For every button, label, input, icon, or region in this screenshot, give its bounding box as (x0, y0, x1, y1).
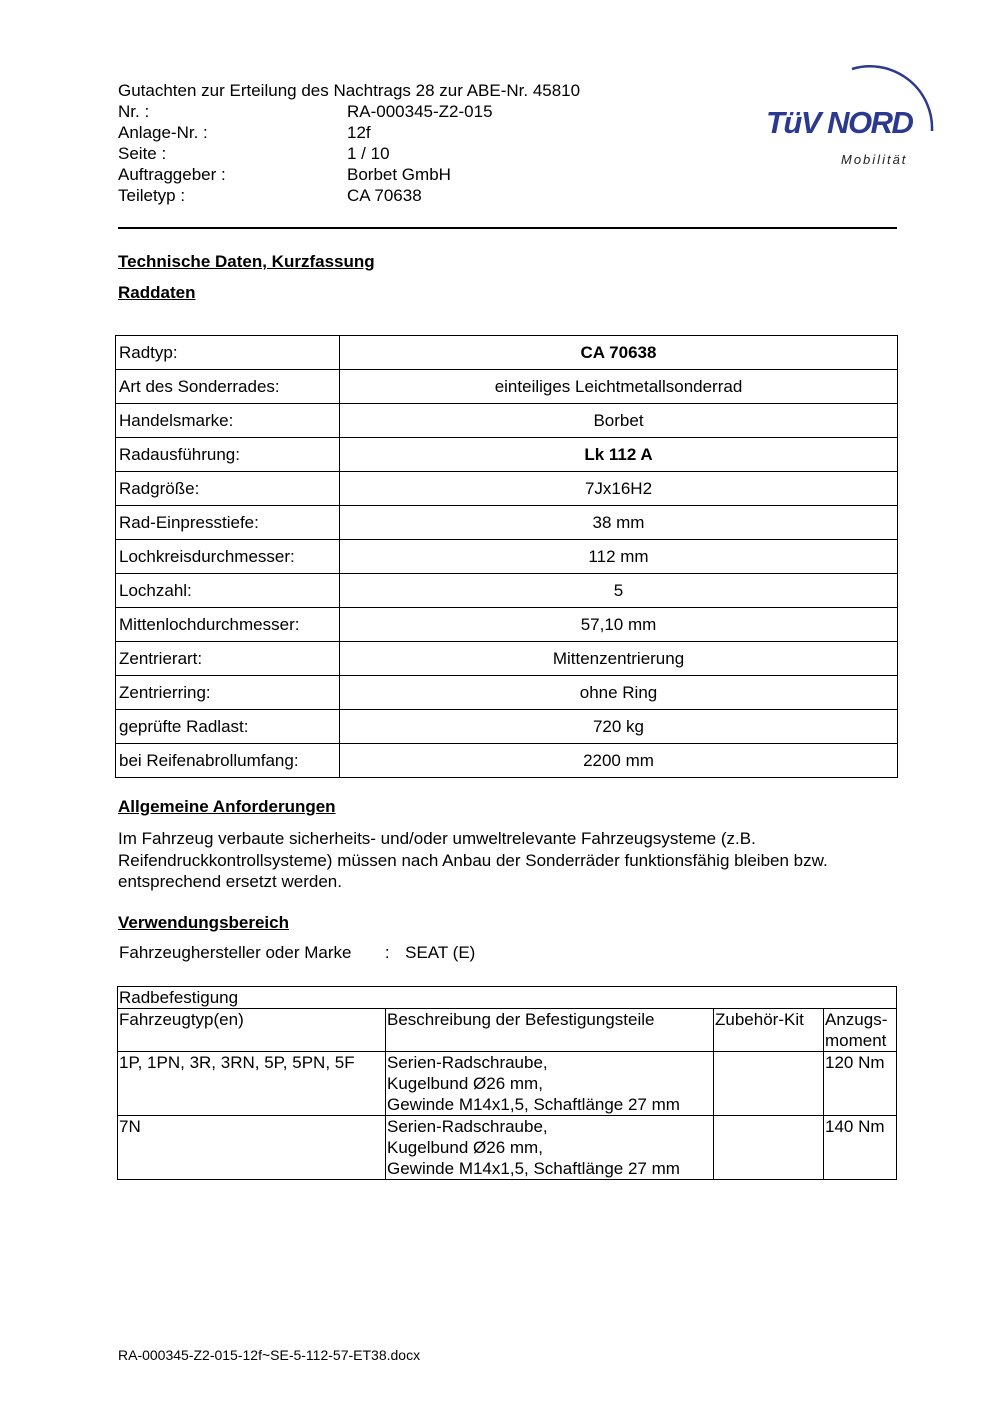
wheel-data-value: Borbet (340, 404, 898, 438)
wheel-data-row (116, 336, 898, 370)
wheel-data-label: Handelsmarke: (116, 404, 340, 438)
wheel-data-label: Zentrierring: (116, 676, 340, 710)
wheel-data-label: Lochkreisdurchmesser: (116, 540, 340, 574)
header-label: Seite : (118, 144, 167, 163)
tuev-nord-logo (760, 55, 950, 175)
logo-subtitle: Mobilität (841, 152, 908, 167)
fixing-header-row (118, 1009, 897, 1052)
header-value: 12f (347, 123, 371, 142)
wheel-data-row (116, 472, 898, 506)
fixing-torque: 140 Nm (824, 1116, 897, 1180)
wheel-data-value: Lk 112 A (340, 438, 898, 472)
usage-row (119, 943, 475, 963)
fixing-accessory-kit (714, 1116, 824, 1180)
wheel-data-label: geprüfte Radlast: (116, 710, 340, 744)
wheel-data-value: 2200 mm (340, 744, 898, 778)
wheel-data-value: 38 mm (340, 506, 898, 540)
wheel-data-value: 7Jx16H2 (340, 472, 898, 506)
usage-value: SEAT (E) (405, 943, 476, 962)
header-accessory-kit: Zubehör-Kit (714, 1009, 824, 1052)
wheel-data-label: Radausführung: (116, 438, 340, 472)
wheel-data-table (115, 335, 898, 778)
fixing-description-line: Serien-Radschraube, (387, 1117, 548, 1136)
general-requirements-text: Im Fahrzeug verbaute sicherheits- und/oder umweltrelevante Fahrzeugsysteme (z.B. Reifendruckkontrollsysteme) müssen nach Anbau der Sonderräder funktionsfähig bleiben bzw. entsprechend ersetzt werden. (118, 829, 828, 891)
header-label: Teiletyp : (118, 186, 186, 205)
header-torque-line: moment (825, 1031, 887, 1050)
header-row-teiletyp (0, 185, 700, 206)
header-row-anlage (0, 122, 700, 143)
logo-text: TüV NORD (766, 105, 913, 140)
header-row-auftraggeber (0, 164, 700, 185)
wheel-data-row (116, 744, 898, 778)
header-row-nr (0, 101, 700, 122)
wheel-data-row (116, 438, 898, 472)
fixing-description-line: Gewinde M14x1,5, Schaftlänge 27 mm (387, 1095, 680, 1114)
wheel-data-value: einteiliges Leichtmetallsonderrad (340, 370, 898, 404)
wheel-data-row (116, 404, 898, 438)
wheel-data-value: CA 70638 (340, 336, 898, 370)
usage-label: Fahrzeughersteller oder Marke (119, 943, 352, 962)
heading-technical-data: Technische Daten, Kurzfassung (118, 252, 375, 271)
wheel-data-label: Mittenlochdurchmesser: (116, 608, 340, 642)
fixing-description-line: Gewinde M14x1,5, Schaftlänge 27 mm (387, 1159, 680, 1178)
document-title: Gutachten zur Erteilung des Nachtrags 28 zur ABE-Nr. 45810 (118, 81, 581, 100)
header-value: CA 70638 (347, 186, 422, 205)
header-vehicle-types: Fahrzeugtyp(en) (118, 1009, 386, 1052)
header-value: 1 / 10 (347, 144, 390, 163)
wheel-data-label: Radtyp: (116, 336, 340, 370)
wheel-data-row (116, 642, 898, 676)
wheel-data-value: Mittenzentrierung (340, 642, 898, 676)
header-torque (824, 1009, 897, 1052)
fixing-torque: 120 Nm (824, 1052, 897, 1116)
wheel-data-value: 57,10 mm (340, 608, 898, 642)
header-row-seite (0, 143, 700, 164)
wheel-data-row (116, 676, 898, 710)
header-divider (118, 227, 897, 229)
header-torque-line: Anzugs- (825, 1010, 888, 1029)
wheel-data-row (116, 574, 898, 608)
wheel-data-label: bei Reifenabrollumfang: (116, 744, 340, 778)
wheel-data-row (116, 506, 898, 540)
wheel-data-label: Lochzahl: (116, 574, 340, 608)
fixing-row (118, 1052, 897, 1116)
fixing-vehicle-types: 7N (118, 1116, 386, 1180)
fixing-accessory-kit (714, 1052, 824, 1116)
wheel-data-label: Radgröße: (116, 472, 340, 506)
header-label: Anlage-Nr. : (118, 123, 208, 142)
heading-usage: Verwendungsbereich (118, 913, 289, 932)
fixing-description-line: Kugelbund Ø26 mm, (387, 1074, 543, 1093)
wheel-data-label: Zentrierart: (116, 642, 340, 676)
fixing-description-line: Serien-Radschraube, (387, 1053, 548, 1072)
wheel-fixing-table (117, 986, 897, 1180)
footer-filename: RA-000345-Z2-015-12f~SE-5-112-57-ET38.docx (118, 1347, 421, 1363)
wheel-data-label: Art des Sonderrades: (116, 370, 340, 404)
usage-separator: : (384, 943, 390, 962)
header-description: Beschreibung der Befestigungsteile (386, 1009, 714, 1052)
wheel-data-value: 112 mm (340, 540, 898, 574)
header-label: Nr. : (118, 102, 150, 121)
wheel-data-value: ohne Ring (340, 676, 898, 710)
header-label: Auftraggeber : (118, 165, 226, 184)
fixing-description (386, 1052, 714, 1116)
fixing-vehicle-types: 1P, 1PN, 3R, 3RN, 5P, 5PN, 5F (118, 1052, 386, 1116)
wheel-data-label: Rad-Einpresstiefe: (116, 506, 340, 540)
wheel-data-row (116, 710, 898, 744)
wheel-data-value: 720 kg (340, 710, 898, 744)
fixing-row (118, 1116, 897, 1180)
heading-wheel-data: Raddaten (118, 283, 196, 302)
fixing-description-line: Kugelbund Ø26 mm, (387, 1138, 543, 1157)
wheel-data-value: 5 (340, 574, 898, 608)
heading-general-requirements: Allgemeine Anforderungen (118, 797, 336, 816)
fixing-caption: Radbefestigung (118, 987, 897, 1009)
header-value: Borbet GmbH (347, 165, 451, 184)
header-value: RA-000345-Z2-015 (347, 102, 493, 121)
wheel-data-row (116, 608, 898, 642)
wheel-data-row (116, 370, 898, 404)
wheel-data-row (116, 540, 898, 574)
fixing-description (386, 1116, 714, 1180)
